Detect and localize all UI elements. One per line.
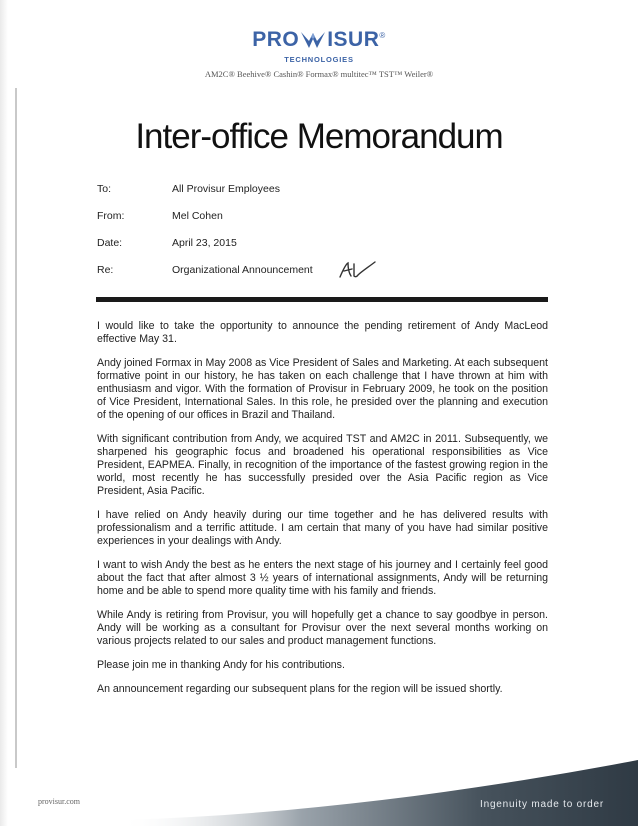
paragraph-4: I have relied on Andy heavily during our time together and he has delivered results with professionalism and a terrific attitude. I am certain that many of you have had similar positive experiences in your dealings with Andy. bbox=[97, 509, 548, 547]
logo-text-left: PRO bbox=[252, 28, 300, 51]
left-margin-rule bbox=[15, 88, 17, 768]
provisur-logo bbox=[0, 28, 638, 58]
paragraph-7: Please join me in thanking Andy for his contributions. bbox=[97, 659, 345, 671]
re-value: Organizational Announcement bbox=[172, 264, 313, 276]
paragraph-1: I would like to take the opportunity to announce the pending retirement of Andy MacLeod effective May 31. bbox=[97, 320, 548, 345]
date-value: April 23, 2015 bbox=[172, 237, 237, 249]
paragraph-6: While Andy is retiring from Provisur, you will hopefully get a chance to say goodbye in person. Andy will be working as a consultant for Provisur over the next several months working on various projects related to our sales and product management functions. bbox=[97, 609, 548, 647]
footer-url: provisur.com bbox=[38, 797, 80, 806]
re-label: Re: bbox=[97, 264, 114, 276]
footer-tagline: Ingenuity made to order bbox=[480, 799, 605, 810]
memo-body bbox=[97, 320, 548, 707]
logo-wing-icon bbox=[300, 30, 326, 50]
logo-registered-mark: ® bbox=[379, 30, 386, 40]
from-value: Mel Cohen bbox=[172, 210, 223, 222]
memo-title: Inter-office Memorandum bbox=[135, 117, 503, 156]
header-divider bbox=[96, 297, 548, 302]
date-label: Date: bbox=[97, 237, 123, 249]
paragraph-8: An announcement regarding our subsequent plans for the region will be issued shortly. bbox=[97, 683, 503, 695]
to-label: To: bbox=[97, 183, 112, 195]
paragraph-3: With significant contribution from Andy, we acquired TST and AM2C in 2011. Subsequently, we sharpened his geographic focus and broadened his operational responsibilities as Vice President, EAPMEA. Finally, in recognition of the importance of the fastest growing region in the world, most recently he has successfully presided over the Asia Pacific region as Vice President, Asia Pacific. bbox=[97, 433, 548, 497]
logo-subtitle: TECHNOLOGIES bbox=[284, 55, 354, 64]
footer-band bbox=[0, 760, 638, 826]
to-value: All Provisur Employees bbox=[172, 183, 280, 195]
handwritten-initials bbox=[337, 260, 377, 282]
from-label: From: bbox=[97, 210, 125, 222]
brand-list: AM2C® Beehive® Cashin® Formax® multitec™ TST™ Weiler® bbox=[204, 69, 434, 79]
paragraph-5: I want to wish Andy the best as he enters the next stage of his journey and I certainly feel good about the fact that after almost 3 ½ years of international assignments, Andy will be returning home and be able to spend more quality time with his family and friends. bbox=[97, 559, 548, 597]
paragraph-2: Andy joined Formax in May 2008 as Vice President of Sales and Marketing. At each subsequent formative point in our history, he has taken on each challenge that I have thrown at him with enthusiasm and vigor. With the formation of Provisur in February 2009, he took on the position of Vice President, International Sales. In this role, he presided over the planning and execution of the opening of our offices in Brazil and Thailand. bbox=[97, 357, 548, 421]
logo-text-right: ISUR bbox=[327, 28, 380, 51]
